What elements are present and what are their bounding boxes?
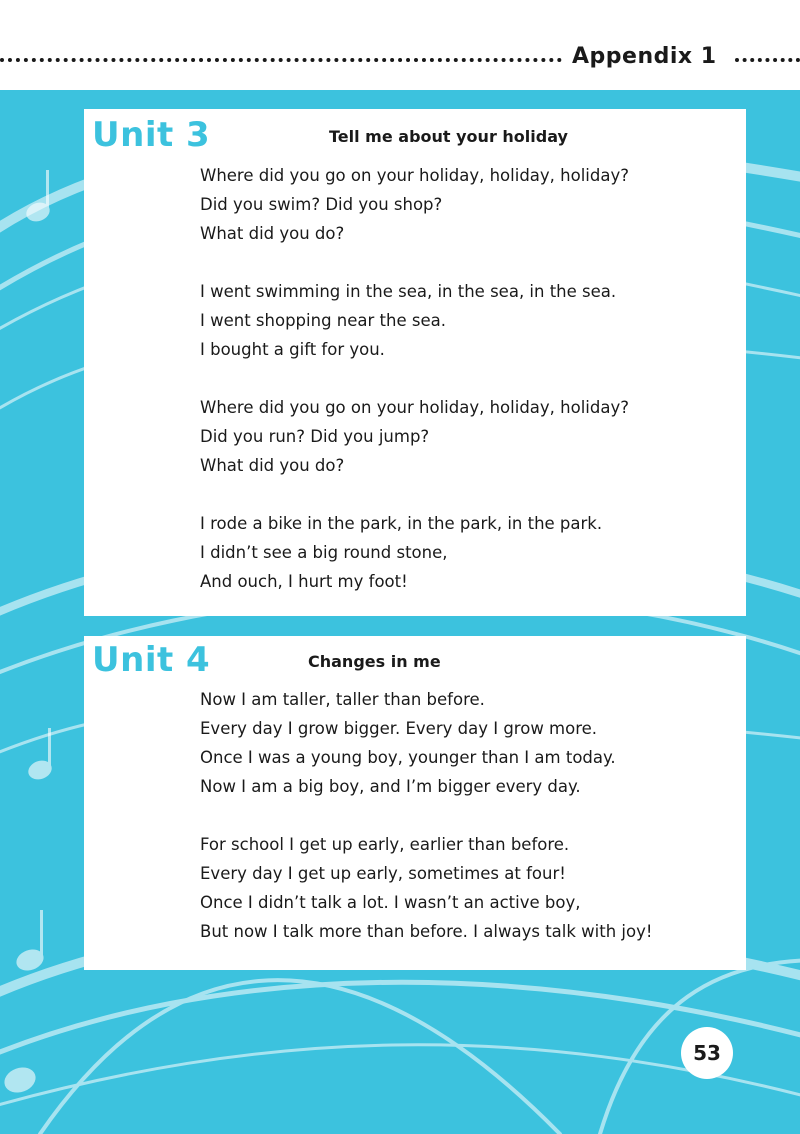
lyric-line: Once I didn’t talk a lot. I wasn’t an active boy, [200, 893, 581, 912]
unit-4-card [84, 636, 746, 970]
lyric-line: Did you swim? Did you shop? [200, 195, 443, 214]
lyric-line: Now I am a big boy, and I’m bigger every day. [200, 777, 581, 796]
song-lyrics [200, 161, 629, 596]
lyric-line: What did you do? [200, 456, 345, 475]
lyric-line: I went swimming in the sea, in the sea, in the sea. [200, 282, 617, 301]
lyric-line: Once I was a young boy, younger than I am today. [200, 748, 616, 767]
lyric-line: For school I get up early, earlier than before. [200, 835, 570, 854]
stanza-gap [200, 248, 629, 277]
unit-label: Unit 3 [92, 115, 211, 155]
unit-3-card [84, 109, 746, 616]
page-number-badge [681, 1027, 733, 1079]
stanza-gap [200, 480, 629, 509]
song-title: Changes in me [308, 652, 441, 671]
page-number: 53 [693, 1041, 721, 1065]
dotted-rule-right [735, 58, 800, 62]
lyric-line: Every day I grow bigger. Every day I grow more. [200, 719, 598, 738]
lyric-line: What did you do? [200, 224, 345, 243]
lyric-line: I rode a bike in the park, in the park, in the park. [200, 514, 603, 533]
lyric-line: But now I talk more than before. I always talk with joy! [200, 922, 653, 941]
lyric-line: I went shopping near the sea. [200, 311, 446, 330]
lyric-line: Every day I get up early, sometimes at four! [200, 864, 566, 883]
dotted-rule-left [0, 58, 562, 62]
lyric-line: And ouch, I hurt my foot! [200, 572, 408, 591]
stanza-gap [200, 801, 652, 830]
lyric-line: Now I am taller, taller than before. [200, 690, 485, 709]
lyric-line: Where did you go on your holiday, holiday, holiday? [200, 398, 629, 417]
song-lyrics [200, 685, 652, 946]
stanza-gap [200, 364, 629, 393]
lyric-line: I didn’t see a big round stone, [200, 543, 448, 562]
song-title: Tell me about your holiday [329, 127, 568, 146]
lyric-line: Where did you go on your holiday, holiday, holiday? [200, 166, 629, 185]
appendix-title: Appendix 1 [572, 44, 717, 69]
lyric-line: Did you run? Did you jump? [200, 427, 430, 446]
unit-label: Unit 4 [92, 640, 211, 680]
lyric-line: I bought a gift for you. [200, 340, 385, 359]
